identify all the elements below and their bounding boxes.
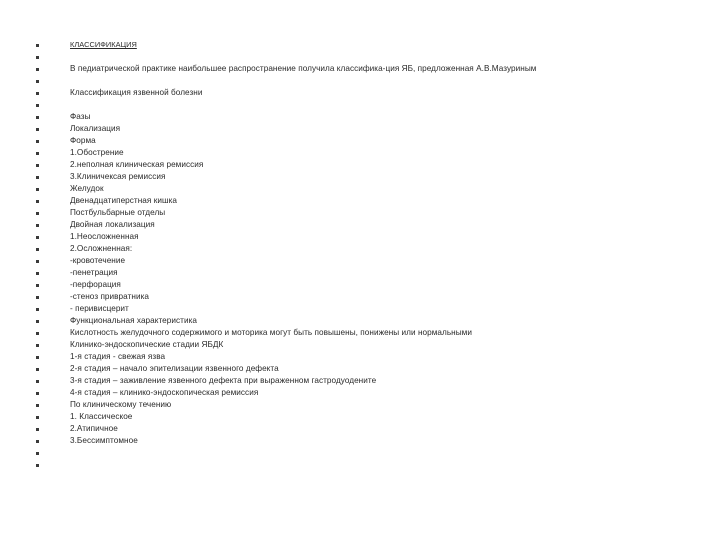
bullet-text: Двойная локализация <box>70 220 155 229</box>
bullet-text: 1.Неосложненная <box>70 232 139 241</box>
bullet-icon <box>36 224 39 227</box>
bullet-icon <box>36 464 39 467</box>
bullet-text: -перфорация <box>70 280 121 289</box>
bullet-text: 4-я стадия – клинико-эндоскопическая ремиссия <box>70 388 259 397</box>
bullet-icon <box>36 284 39 287</box>
bullet-text: -стеноз привратника <box>70 292 149 301</box>
bullet-icon <box>36 272 39 275</box>
bullet-icon <box>36 92 39 95</box>
bullet-icon <box>36 212 39 215</box>
bullet-icon <box>36 188 39 191</box>
bullet-text: 2.неполная клиническая ремиссия <box>70 160 204 169</box>
bullet-text: 3.Клиничексая ремиссия <box>70 172 166 181</box>
bullet-icon <box>36 44 39 47</box>
bullet-text: 1-я стадия - свежая язва <box>70 352 166 361</box>
bullet-text: Кислотность желудочного содержимого и моторика могут быть повышены, понижены или нормальными <box>70 328 472 337</box>
bullet-icon <box>36 164 39 167</box>
bullet-icon <box>36 392 39 395</box>
bullet-icon <box>36 68 39 71</box>
bullet-icon <box>36 260 39 263</box>
bullet-icon <box>36 428 39 431</box>
bullet-text: Клинико-эндоскопические стадии ЯБДК <box>70 340 224 349</box>
bullet-text: 3-я стадия – заживление язвенного дефекта при выраженном гастродуодените <box>70 376 377 385</box>
slide-title: КЛАССИФИКАЦИЯ <box>70 40 137 49</box>
bullet-icon <box>36 344 39 347</box>
bullet-icon <box>36 308 39 311</box>
bullet-icon <box>36 116 39 119</box>
bullet-text: 2-я стадия – начало эпителизации язвенного дефекта <box>70 364 279 373</box>
bullet-text: - перивисцерит <box>70 304 129 313</box>
bullet-icon <box>36 152 39 155</box>
bullet-text: 1.Обострение <box>70 148 124 157</box>
bullet-icon <box>36 440 39 443</box>
bullet-text: 2.Осложненная: <box>70 244 133 253</box>
bullet-icon <box>36 236 39 239</box>
bullet-icon <box>36 356 39 359</box>
bullet-icon <box>36 248 39 251</box>
bullet-icon <box>36 380 39 383</box>
bullet-icon <box>36 128 39 131</box>
bullet-text: Желудок <box>70 184 104 193</box>
bullet-text: 2.Атипичное <box>70 424 118 433</box>
bullet-icon <box>36 416 39 419</box>
bullet-text: Фазы <box>70 112 91 121</box>
bullet-icon <box>36 140 39 143</box>
bullet-text: По клиническому течению <box>70 400 172 409</box>
bullet-text: Локализация <box>70 124 121 133</box>
bullet-icon <box>36 80 39 83</box>
bullet-text: Классификация язвенной болезни <box>70 88 203 97</box>
bullet-text: В педиатрической практике наибольшее распространение получила классифика-ция ЯБ, предложенная А.В.Мазуриным <box>70 64 537 73</box>
bullet-icon <box>36 320 39 323</box>
bullet-icon <box>36 368 39 371</box>
bullet-text: Функциональная характеристика <box>70 316 197 325</box>
bullet-icon <box>36 104 39 107</box>
bullet-icon <box>36 200 39 203</box>
bullet-icon <box>36 404 39 407</box>
bullet-icon <box>36 452 39 455</box>
bullet-icon <box>36 332 39 335</box>
bullet-text: Постбульбарные отделы <box>70 208 166 217</box>
bullet-text: Двенадцатиперстная кишка <box>70 196 178 205</box>
bullet-text: -пенетрация <box>70 268 118 277</box>
bullet-icon <box>36 296 39 299</box>
bullet-text: -кровотечение <box>70 256 126 265</box>
bullet-text: 1. Классическое <box>70 412 133 421</box>
bullet-text: 3.Бессимптомное <box>70 436 138 445</box>
bullet-text: Форма <box>70 136 96 145</box>
bullet-icon <box>36 176 39 179</box>
bullet-icon <box>36 56 39 59</box>
